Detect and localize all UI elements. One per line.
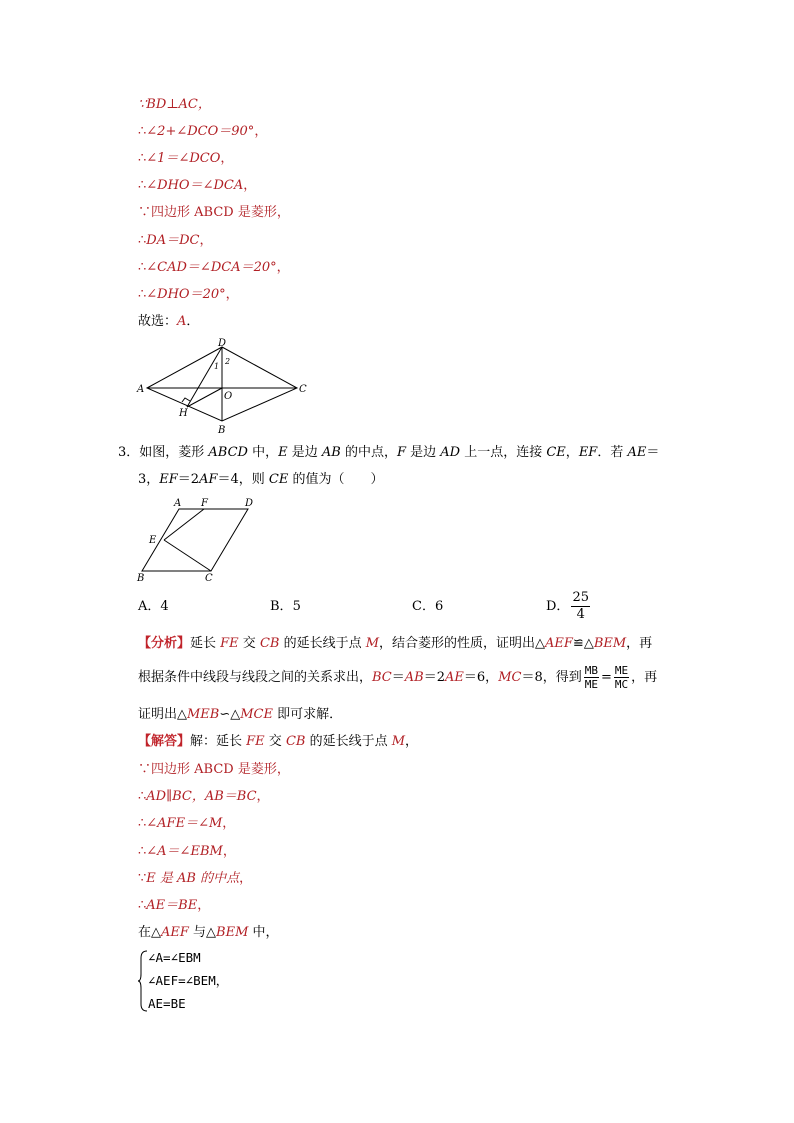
fraction-me-mc: $\frac{ME}{MC}$ [614,664,629,691]
label-F: F [201,498,208,509]
label-two: 2 [225,357,231,366]
option-d[interactable]: D． $\frac{25}{4}$ [546,590,589,622]
label-C: C [299,384,307,395]
label-E: E [149,535,157,546]
label-H: H [179,408,188,419]
label-D: D [218,338,227,349]
answer-line: 故选：A． [138,314,200,329]
question-line-2: 3，EF＝2AF＝4，则 CE 的值为（ ） [138,472,384,487]
solution-line-first: 【解答】解：延长 FE 交 CB 的延长线于点 M， [138,734,419,749]
proof-line: ∴∠1＝∠DCO， [138,151,234,166]
solution-line: ∵四边形 ABCD 是菱形， [138,762,290,777]
label-B: B [137,573,145,583]
brace-icon [138,950,148,1012]
figure-rhombus-2 [135,495,260,583]
proof-line: ∴∠CAD＝∠DCA＝20°， [138,260,290,275]
analysis-line-3: 证明出△MEB∽△MCE 即可求解． [138,707,343,722]
label-C: C [205,573,213,583]
proof-line: ∴∠DHO＝20°， [138,287,239,302]
analysis-line-2: 根据条件中线段与线段之间的关系求出，BC＝AB＝2AE＝6，MC＝8，得到 $\frac{MB}{ME}$ = $\frac{ME}{MC}$ ，再 [138,664,658,691]
solution-line: ∵E 是 AB 的中点， [138,871,253,886]
figure-rhombus-1 [135,335,315,437]
option-b[interactable]: B．5 [270,599,301,614]
fraction-mb-me: $\frac{MB}{ME}$ [584,664,598,691]
analysis-line-1: 【分析】延长 FE 交 CB 的延长线于点 M，结合菱形的性质，证明出△AEF≌△BEM，再 [138,636,653,651]
option-c[interactable]: C．6 [412,599,444,614]
solution-line: ∴∠A＝∠EBM， [138,844,236,859]
label-B: B [218,425,226,436]
proof-line: ∴∠DHO＝∠DCA， [138,178,257,193]
system-row: ∠AEF=∠BEM， [148,973,229,988]
proof-line: ∴∠2+∠DCO＝90°， [138,124,268,139]
label-O: O [224,391,233,402]
solution-line: ∴AD∥BC，AB＝BC， [138,789,270,804]
option-a[interactable]: A．4 [138,599,169,614]
system-row: AE=BE [148,996,186,1011]
label-A: A [174,498,182,509]
proof-line: ∵BD⊥AC， [138,97,211,112]
label-D: D [245,498,254,509]
system-row: ∠A=∠EBM [148,950,201,965]
label-A: A [137,384,145,395]
solution-line: ∴∠AFE＝∠M， [138,816,236,831]
fraction: $\frac{25}{4}$ [572,590,589,622]
proof-line: ∵四边形 ABCD 是菱形， [138,205,290,220]
solution-line: ∴AE＝BE， [138,898,211,913]
question-line-1: 3．如图，菱形 ABCD 中，E 是边 AB 的中点，F 是边 AD 上一点，连接 CE，EF．若 AE＝ [118,445,660,460]
proof-line: ∴DA＝DC， [138,233,213,248]
label-one: 1 [214,362,220,371]
solution-in-line: 在△AEF 与△BEM 中， [138,925,279,940]
